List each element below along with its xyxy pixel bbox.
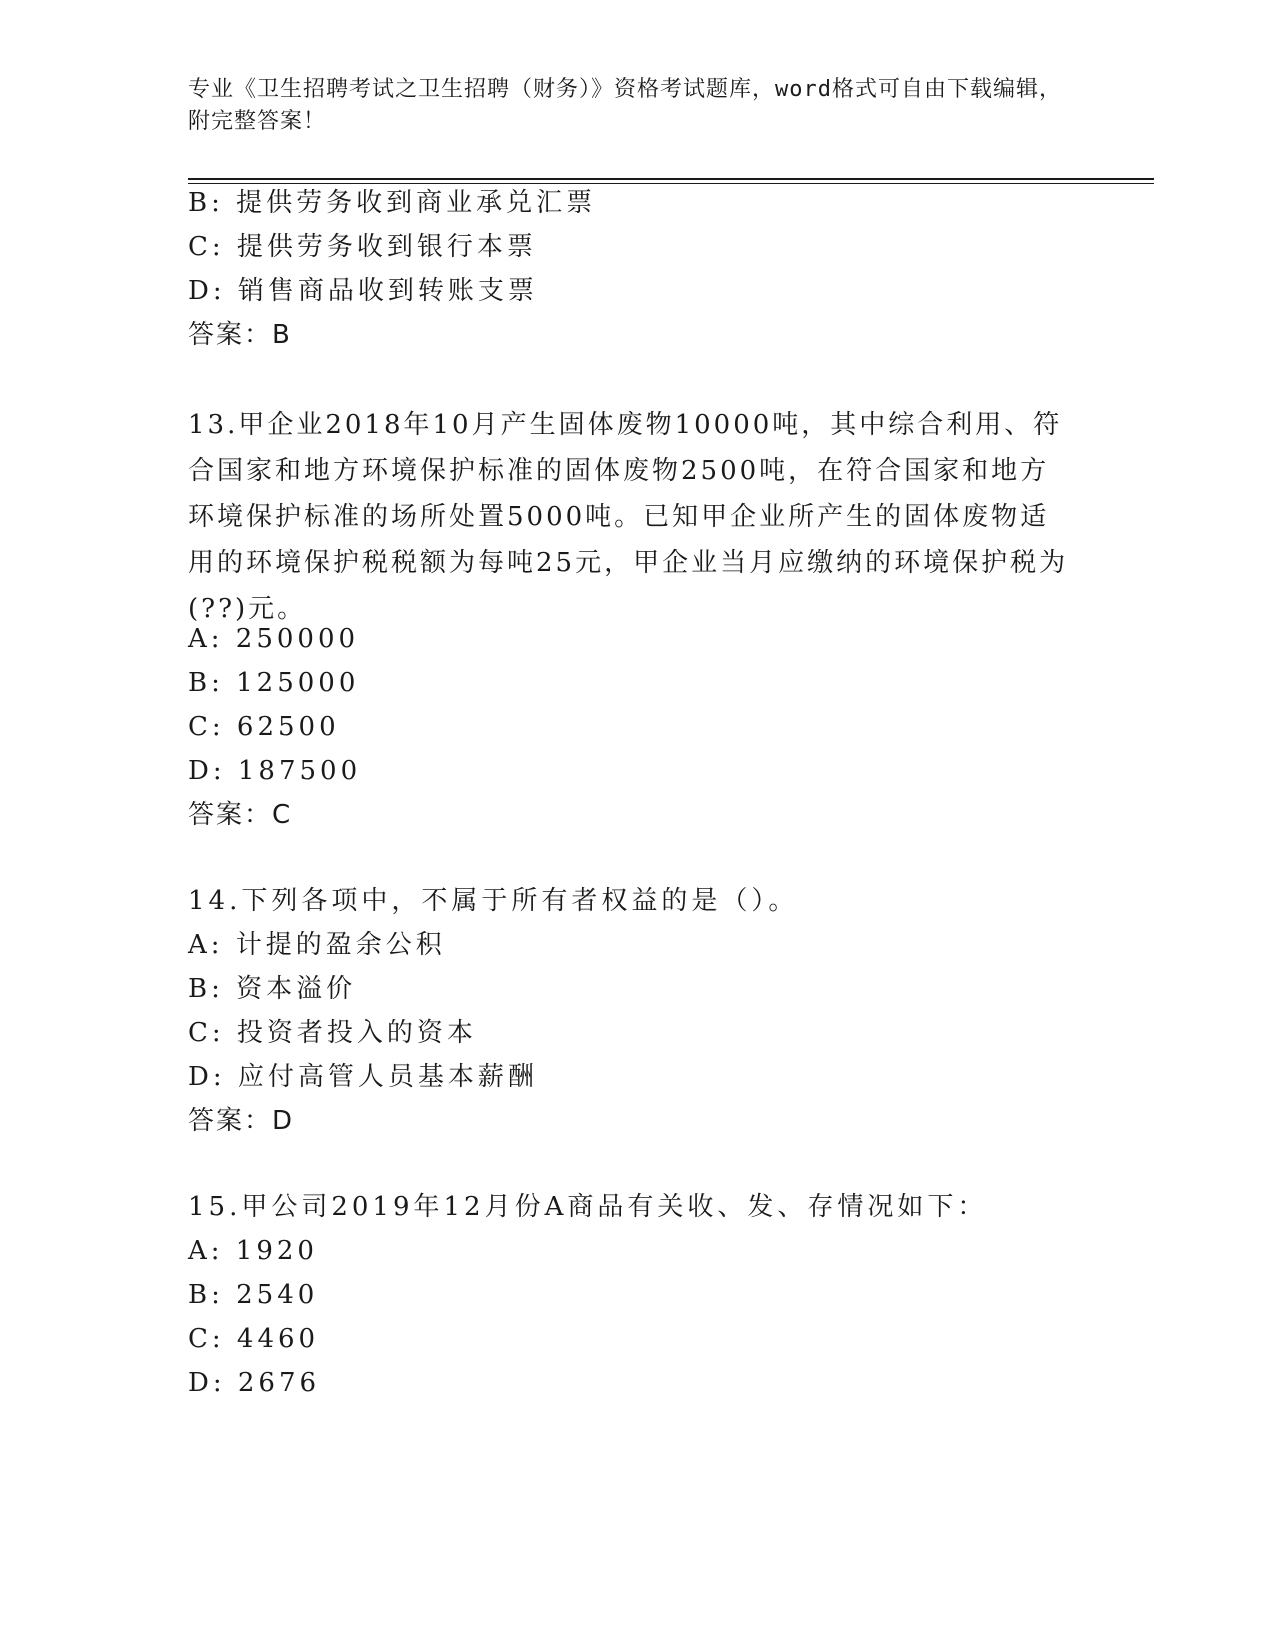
q14-answer: 答案：D	[188, 1106, 295, 1136]
q15-option-a: A: 1920	[188, 1236, 318, 1266]
header-divider-thin	[188, 183, 1154, 184]
q15-stem: 15.甲公司2019年12月份A商品有关收、发、存情况如下：	[188, 1192, 988, 1222]
q12-option-d: D: 销售商品收到转账支票	[188, 276, 538, 306]
q12-answer: 答案：B	[188, 320, 292, 350]
q13-option-d: D: 187500	[188, 756, 362, 786]
q13-option-c: C: 62500	[188, 712, 340, 742]
q14-option-b: B: 资本溢价	[188, 974, 357, 1004]
q14-option-c: C: 投资者投入的资本	[188, 1018, 477, 1048]
q15-option-b: B: 2540	[188, 1280, 319, 1310]
document-header: 专业《卫生招聘考试之卫生招聘（财务）》资格考试题库，word格式可自由下载编辑，附完整答案！	[188, 77, 1062, 134]
q13-option-b: B: 125000	[188, 668, 360, 698]
q13-stem: 13.甲企业2018年10月产生固体废物10000吨，其中综合利用、符合国家和地方环境保护标准的固体废物2500吨，在符合国家和地方环境保护标准的场所处置5000吨。已知甲企业所产生的固体废物适用的环境保护税税额为每吨25元，甲企业当月应缴纳的环境保护税为(??)元。	[188, 410, 1069, 624]
q12-option-b: B: 提供劳务收到商业承兑汇票	[188, 188, 597, 218]
q13-answer: 答案：C	[188, 800, 293, 830]
header-divider-thick	[188, 178, 1154, 180]
q14-option-a: A: 计提的盈余公积	[188, 930, 446, 960]
q12-option-c: C: 提供劳务收到银行本票	[188, 232, 537, 262]
q14-option-d: D: 应付高管人员基本薪酬	[188, 1062, 538, 1092]
q14-stem: 14.下列各项中，不属于所有者权益的是（）。	[188, 886, 799, 916]
q15-option-c: C: 4460	[188, 1324, 320, 1354]
q13-option-a: A: 250000	[188, 624, 360, 654]
q15-option-d: D: 2676	[188, 1368, 321, 1398]
